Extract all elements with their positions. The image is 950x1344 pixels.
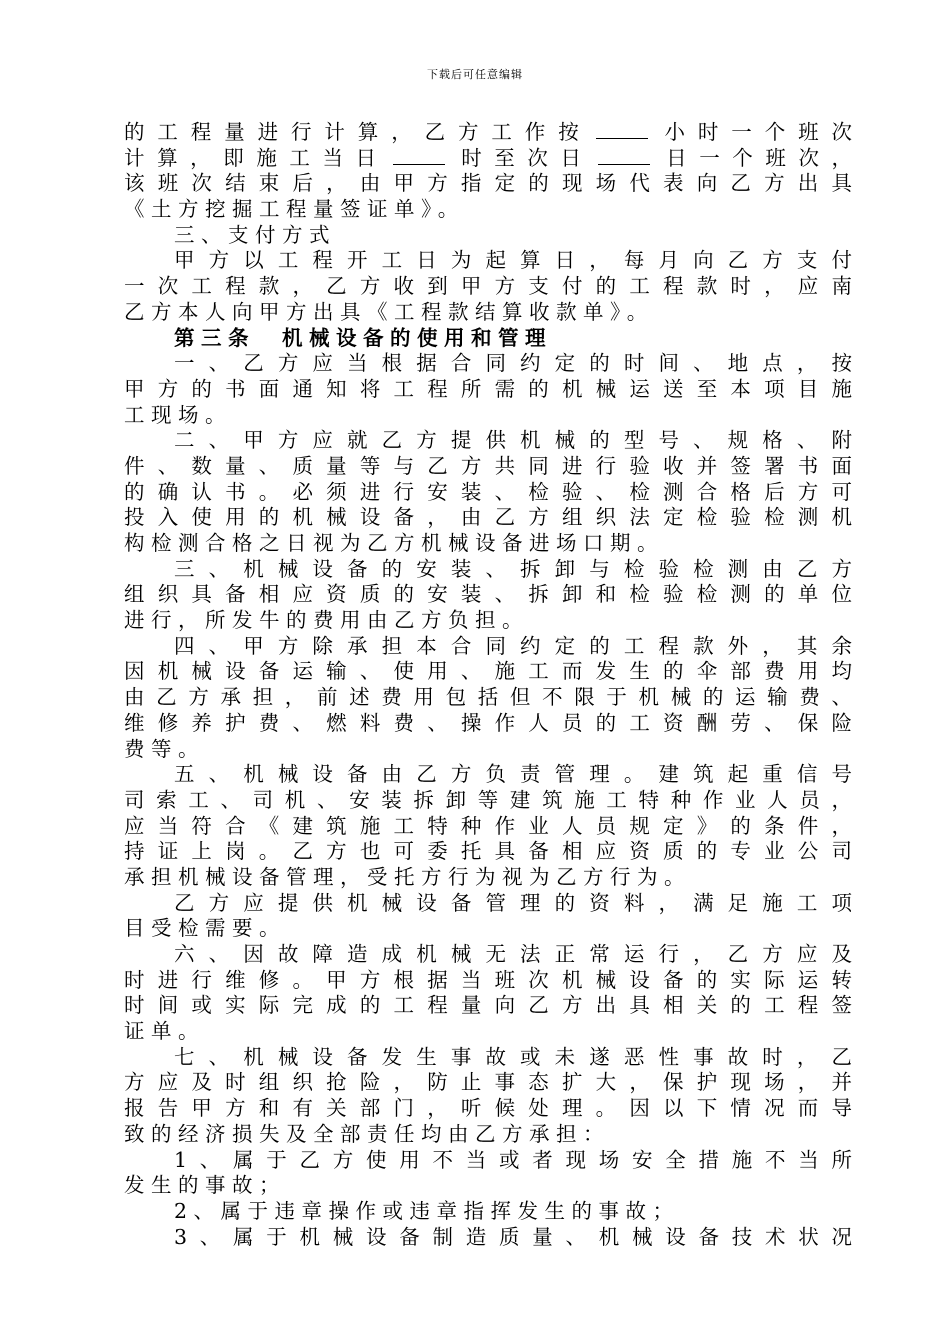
text-line: 投入使用的机械设备，由乙方组织法定检验检测机: [124, 505, 852, 530]
text-line: 该班次结束后，由甲方指定的现场代表向乙方出具: [124, 171, 852, 196]
document-body: [124, 120, 852, 1250]
text-line: [124, 146, 852, 172]
text-line: 的确认书。必须进行安装、检验、检测合格后方可: [124, 479, 852, 504]
line-text: 计算，即施工当日: [124, 145, 389, 170]
text-line: 甲方以工程开工日为起算日，每月向乙方支付: [174, 248, 852, 273]
text-line: 应当符合《建筑施工特种作业人员规定》的条件，: [124, 813, 852, 838]
article-heading: 第三条 机械设备的使用和管理: [174, 325, 552, 350]
text-line: 因机械设备运输、使用、施工而发生的伞部费用均: [124, 659, 852, 684]
section-heading: 三、支付方式: [174, 222, 336, 247]
text-line: 件、数量、质量等与乙方共同进行验收并签署书面: [124, 453, 852, 478]
text-line: 工现场。: [124, 402, 232, 427]
text-line: 一、乙方应当根据合同约定的时间、地点，按: [174, 351, 852, 376]
line-text: 日一个班次，: [653, 145, 853, 170]
text-line: 3、属于机械设备制造质量、机械设备技术状况: [174, 1224, 852, 1249]
text-line: 组织具备相应资质的安装、拆卸和检验检测的单位: [124, 582, 852, 607]
text-line: 时进行维修。甲方根据当班次机械设备的实际运转: [124, 967, 852, 992]
line-text: 小时一个班次: [651, 120, 853, 144]
text-line: 七、机械设备发生事故或未遂恶性事故时，乙: [174, 1044, 852, 1069]
text-line: 乙方本人向甲方出具《工程款结算收款单》。: [124, 299, 654, 324]
line-text: 时至次日: [448, 145, 594, 170]
text-line: 乙方应提供机械设备管理的资料，满足施工项: [174, 890, 852, 915]
page-header-note: 下载后可任意编辑: [427, 68, 523, 81]
text-line: 六、因故障造成机械无法正常运行，乙方应及: [174, 942, 852, 966]
text-line: 构检测合格之日视为乙方机械设备进场口期。: [124, 531, 664, 555]
fill-blank: [598, 146, 650, 165]
text-line: 持证上岗。乙方也可委托具备相应资质的专业公司: [124, 839, 852, 864]
fill-blank: [393, 146, 445, 165]
text-line: 承担机械设备管理，受托方行为视为乙方行为。: [124, 864, 691, 889]
text-line: 进行，所发牛的费用由乙方负担。: [124, 608, 529, 633]
text-line: 1、属于乙方使用不当或者现场安全措施不当所: [174, 1147, 852, 1172]
text-line: 甲方的书面通知将工程所需的机械运送至本项目施: [124, 376, 852, 401]
text-line: 司索工、司机、安装拆卸等建筑施工特种作业人员，: [124, 787, 852, 812]
fill-blank: [596, 120, 648, 139]
text-line: 发生的事故；: [124, 1173, 286, 1198]
text-line: 目受检需要。: [124, 916, 286, 941]
text-line: 时间或实际完成的工程量向乙方出具相关的工程签: [124, 993, 852, 1018]
text-line: 一次工程款，乙方收到甲方支付的工程款时，应南: [124, 274, 852, 299]
text-line: 五、机械设备由乙方负责管理。建筑起重信号: [174, 762, 852, 787]
text-line: 由乙方承担，前述费用包括但不限于机械的运输费、: [124, 685, 852, 710]
text-line: 四、甲方除承担本合同约定的工程款外，其余: [174, 633, 852, 658]
line-text: 的工程量进行计算，乙方工作按: [124, 120, 592, 144]
text-line: 证单。: [124, 1019, 205, 1044]
text-line: 方应及时组织抢险，防止事态扩大，保护现场，并: [124, 1070, 852, 1095]
text-line: 致的经济损失及全部责任均由乙方承担：: [124, 1121, 610, 1146]
text-line: 2、属于违章操作或违章指挥发生的事故；: [174, 1198, 680, 1223]
text-line: [124, 120, 852, 146]
text-line: 维修养护费、燃料费、操作人员的工资酬劳、保险: [124, 710, 852, 735]
text-line: 报告甲方和有关部门，听候处理。因以下情况而导: [124, 1096, 852, 1121]
text-line: 二、甲方应就乙方提供机械的型号、规格、附: [174, 428, 852, 453]
text-line: 费等。: [124, 736, 205, 761]
text-line: 《土方挖掘工程量签证单》。: [124, 197, 465, 222]
text-line: 三、机械设备的安装、拆卸与检验检测由乙方: [174, 556, 852, 581]
